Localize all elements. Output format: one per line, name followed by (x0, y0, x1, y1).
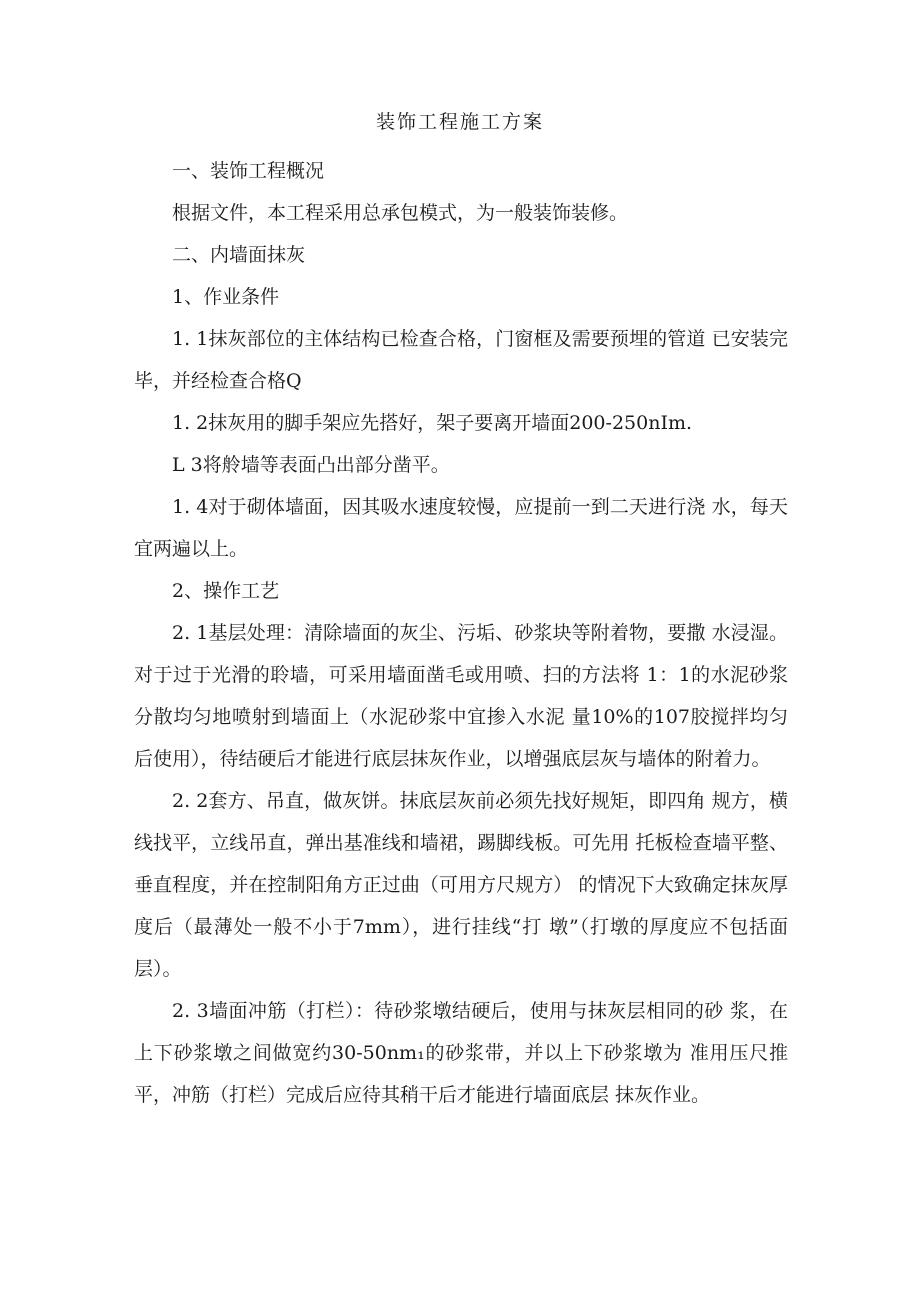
paragraph-1-1: 1. 1抹灰部位的主体结构已检查合格，门窗框及需要预埋的管道 已安装完毕，并经检查合格Q (134, 328, 788, 392)
paragraph-1-3: L 3将舲墙等表面凸出部分凿平。 (172, 454, 450, 476)
document-body (134, 150, 788, 1116)
section-heading-plastering: 二、内墙面抹灰 (172, 244, 306, 266)
subheading-conditions: 1、作业条件 (172, 286, 280, 308)
subheading-process: 2、操作工艺 (172, 580, 280, 602)
section-heading-overview: 一、装饰工程概况 (172, 160, 325, 182)
paragraph-1-4: 1. 4对于砌体墙面，因其吸水速度较慢，应提前一到二天进行浇 水，每天宜两遍以上。 (134, 496, 788, 560)
document-title: 装饰工程施工方案 (375, 111, 544, 133)
paragraph-overview: 根据文件，本工程采用总承包模式，为一般装饰装修。 (172, 202, 629, 224)
paragraph-2-1: 2. 1基层处理：清除墙面的灰尘、污垢、砂浆块等附着物，要撒 水浸湿。对于过于光滑的聆墙，可采用墙面凿毛或用喷、扫的方法将 1：1的水泥砂浆分散均匀地喷射到墙面上（水泥砂浆中宜掺入水泥 量10%的107胶搅拌均匀后使用），待结硬后才能进行底层抹灰作业，以增强底层灰与墙体的附着力。 (134, 622, 788, 770)
paragraph-1-2: 1. 2抹灰用的脚手架应先搭好，架子要离开墙面200-250nIm. (172, 412, 693, 434)
paragraph-2-2: 2. 2套方、吊直，做灰饼。抹底层灰前必须先找好规矩，即四角 规方，横线找平，立线吊直，弹出基准线和墙裙，踢脚线板。可先用 托板检查墙平整、垂直程度，并在控制阳角方正过曲（可用方尺规方） 的情况下大致确定抹灰厚度后（最薄处一般不小于7mm），进行挂线“打 墩”（打墩的厚度应不包括面层）。 (134, 790, 788, 980)
paragraph-2-3: 2. 3墙面冲筋（打栏）：待砂浆墩结硬后，使用与抹灰层相同的砂 浆，在上下砂浆墩之间做宽约30-50nm₁的砂浆带，并以上下砂浆墩为 准用压尺推平，冲筋（打栏）完成后应待其稍干后才能进行墙面底层 抹灰作业。 (134, 1000, 788, 1106)
